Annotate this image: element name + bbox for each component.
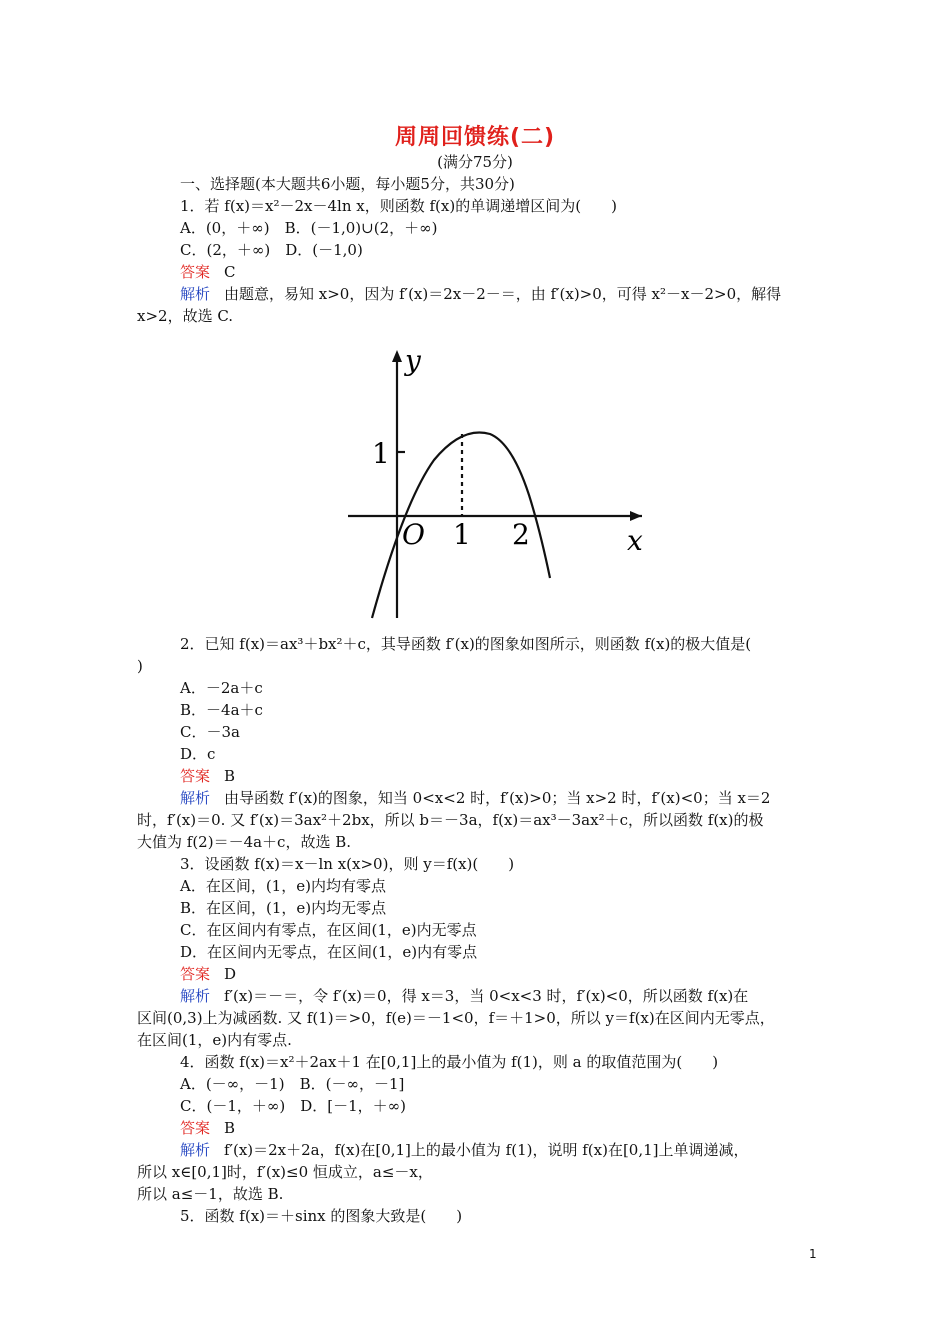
- section-heading: 一、选择题(本大题共6小题，每小题5分，共30分): [180, 175, 515, 193]
- page-number: 1: [809, 1247, 817, 1261]
- answer-label: 答案: [180, 965, 211, 983]
- x-tick-2: 2: [512, 518, 530, 551]
- q4-analysis-cont-1: 所以 x∈[0,1]时，f′(x)≤0 恒成立，a≤－x，: [137, 1163, 433, 1181]
- x-tick-1: 1: [453, 518, 471, 551]
- answer-value: B: [224, 767, 236, 785]
- question-4: 4．函数 f(x)＝x²＋2ax＋1 在[0,1]上的最小值为 f(1)，则 a 的取值范围为( ): [180, 1053, 719, 1071]
- q4-analysis: [180, 1140, 749, 1160]
- q3-analysis-cont-2: 在区间(1，e)内有零点.: [137, 1031, 292, 1049]
- q1-analysis: [180, 284, 781, 304]
- analysis-label: 解析: [180, 1141, 211, 1159]
- q2-analysis-cont-2: 大值为 f(2)＝－4a＋c，故选 B.: [137, 833, 352, 851]
- answer-label: 答案: [180, 767, 211, 785]
- q4-answer: [180, 1118, 235, 1138]
- analysis-text: 由导函数 f′(x)的图象，知当 0<x<2 时，f′(x)>0；当 x>2 时，f′(x)<0；当 x＝2: [224, 789, 771, 807]
- analysis-label: 解析: [180, 285, 211, 303]
- q3-analysis: [180, 986, 748, 1006]
- y-tick-1: 1: [372, 437, 390, 470]
- analysis-text: 由题意，易知 x>0，因为 f′(x)＝2x－2－＝，由 f′(x)>0，可得 x²－x－2>0，解得: [224, 285, 782, 303]
- analysis-text: f′(x)＝－＝，令 f′(x)＝0，得 x＝3，当 0<x<3 时，f′(x)<0，所以函数 f(x)在: [224, 987, 749, 1005]
- q4-options-cd: C．(－1，＋∞) D．[－1，＋∞): [180, 1097, 406, 1115]
- q3-option-a: A．在区间，(1，e)内均有零点: [180, 877, 386, 895]
- x-axis-label: x: [627, 524, 643, 557]
- analysis-label: 解析: [180, 789, 211, 807]
- q2-option-d: D．c: [180, 745, 216, 763]
- answer-label: 答案: [180, 1119, 211, 1137]
- q4-options-ab: A．(－∞，－1) B．(－∞，－1]: [180, 1075, 405, 1093]
- q1-options-ab: A．(0，＋∞) B．(－1,0)∪(2，＋∞): [180, 219, 438, 237]
- question-3: 3．设函数 f(x)＝x－ln x(x>0)，则 y＝f(x)( ): [180, 855, 515, 873]
- question-1: 1．若 f(x)＝x²－2x－4ln x，则函数 f(x)的单调递增区间为( ): [180, 197, 617, 215]
- q2-option-a: A．－2a＋c: [180, 679, 263, 697]
- q3-option-d: D．在区间内无零点，在区间(1，e)内有零点: [180, 943, 478, 961]
- q2-option-c: C．－3a: [180, 723, 240, 741]
- answer-value: B: [224, 1119, 236, 1137]
- question-2: 2．已知 f(x)＝ax³＋bx²＋c，其导函数 f′(x)的图象如图所示，则函数 f(x)的极大值是(: [180, 635, 752, 653]
- origin-label: O: [402, 518, 425, 551]
- q1-answer: [180, 262, 236, 282]
- analysis-text: f′(x)＝2x＋2a，f(x)在[0,1]上的最小值为 f(1)，说明 f(x)在[0,1]上单调递减，: [224, 1141, 749, 1159]
- page-title: 周周回馈练(二): [394, 125, 556, 150]
- page-subtitle: (满分75分): [437, 153, 513, 171]
- q2-analysis: [180, 788, 770, 808]
- q3-option-c: C．在区间内有零点，在区间(1，e)内无零点: [180, 921, 477, 939]
- question-2-cont: ): [137, 657, 143, 675]
- q1-analysis-cont: x>2，故选 C.: [137, 307, 234, 325]
- y-axis-label: y: [405, 344, 421, 377]
- derivative-graph: [322, 330, 672, 620]
- answer-value: D: [224, 965, 237, 983]
- q3-analysis-cont-1: 区间(0,3)上为减函数. 又 f(1)＝>0，f(e)＝－1<0，f＝＋1>0，所以 y＝f(x)在区间内无零点，: [137, 1009, 775, 1027]
- q2-analysis-cont-1: 时，f′(x)＝0. 又 f′(x)＝3ax²＋2bx，所以 b＝－3a，f(x)＝ax³－3ax²＋c，所以函数 f(x)的极: [137, 811, 764, 829]
- q2-option-b: B．－4a＋c: [180, 701, 263, 719]
- q1-options-cd: C．(2，＋∞) D．(－1,0): [180, 241, 363, 259]
- q3-answer: [180, 964, 236, 984]
- question-5: 5．函数 f(x)＝＋sinx 的图象大致是( ): [180, 1207, 463, 1225]
- q3-option-b: B．在区间，(1，e)内均无零点: [180, 899, 387, 917]
- answer-label: 答案: [180, 263, 211, 281]
- analysis-label: 解析: [180, 987, 211, 1005]
- answer-value: C: [224, 263, 236, 281]
- q4-analysis-cont-2: 所以 a≤－1，故选 B.: [137, 1185, 284, 1203]
- q2-answer: [180, 766, 235, 786]
